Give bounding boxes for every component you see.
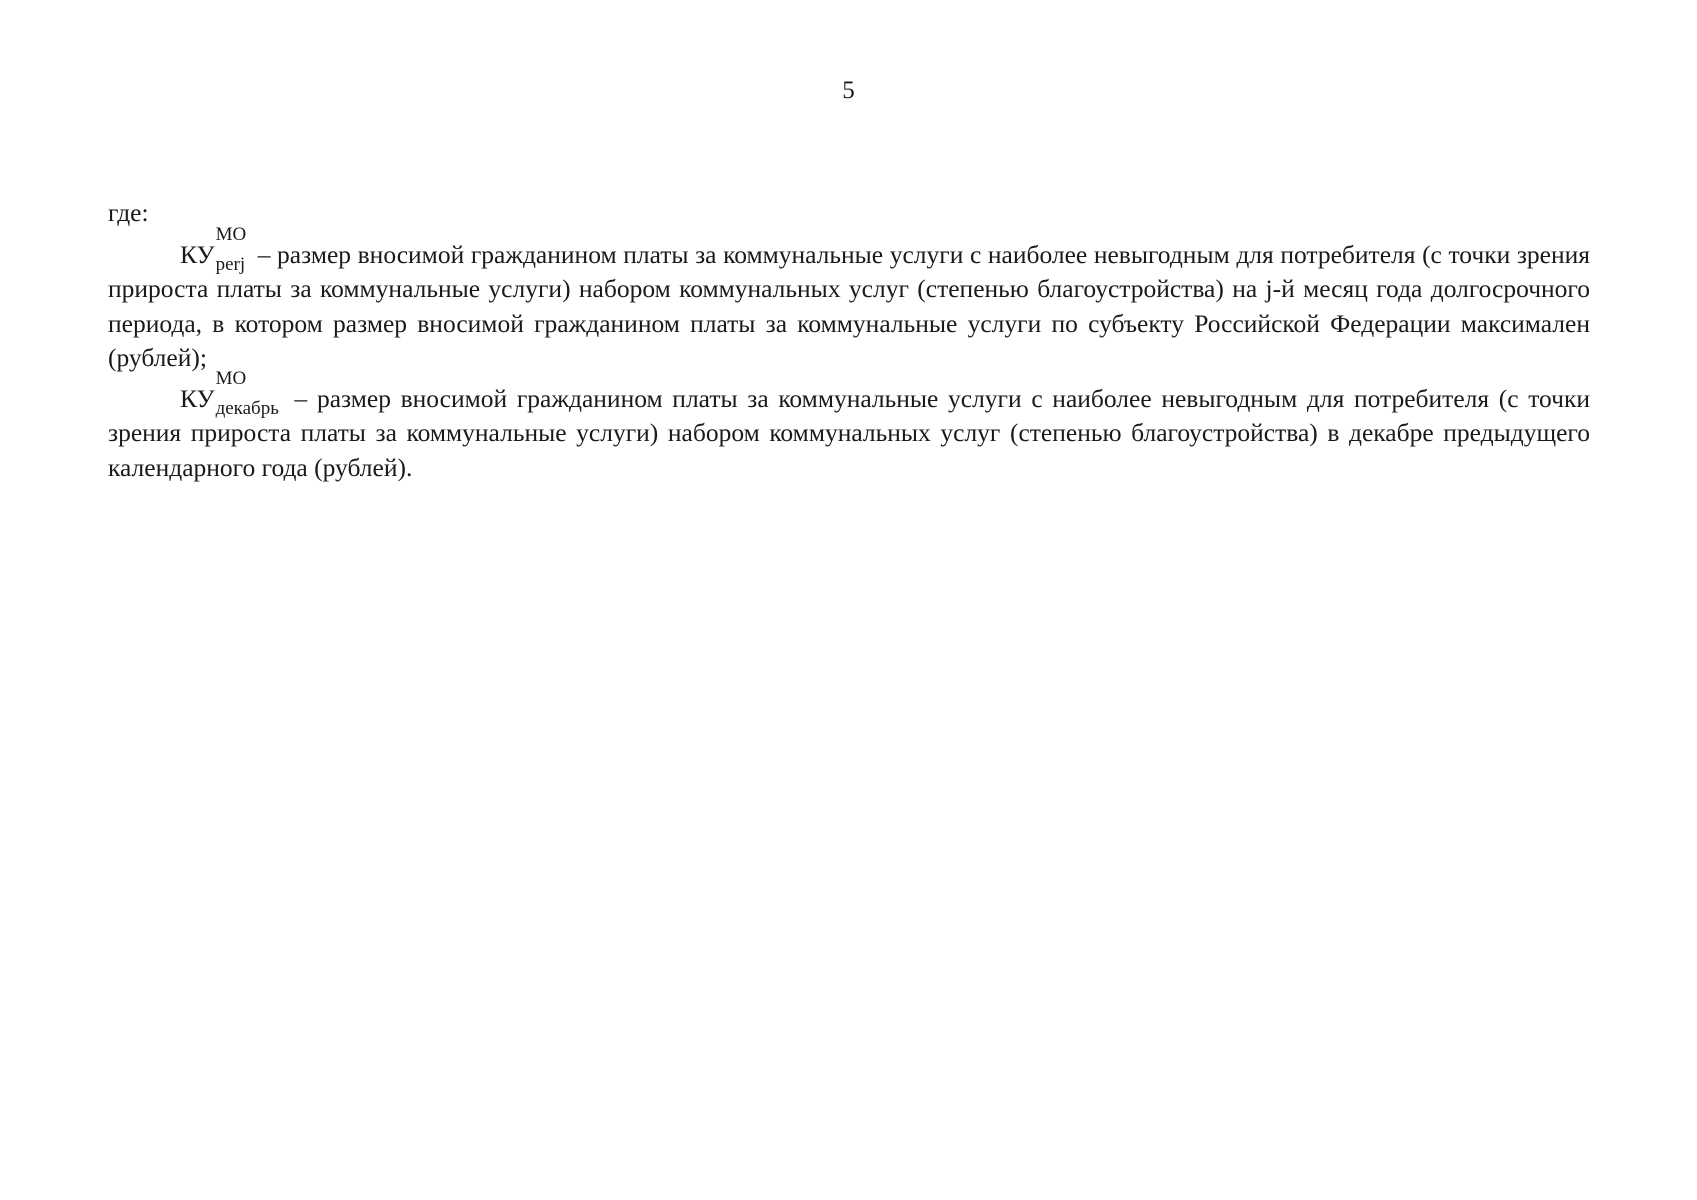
definition-text: – размер вносимой гражданином платы за коммунальные услуги с наиболее невыгодным для потребителя (с точки зрения прироста платы за коммунальные услуги) набором коммунальных услуг (степенью благоустройства) в декабре предыдущего календарного года (рублей). (108, 383, 1590, 482)
definition-ku-december (108, 367, 1590, 486)
symbol-superscript: МО (215, 223, 247, 245)
symbol-base: КУ (180, 239, 215, 269)
symbol-subscript: perj (215, 253, 246, 275)
symbol-subscript: декабрь (215, 397, 279, 419)
intro-text: где: (108, 198, 149, 227)
formula-symbol-ku-december (180, 367, 285, 419)
symbol-superscript: МО (215, 367, 247, 389)
definition-ku-perj (108, 223, 1590, 376)
symbol-scripts (215, 223, 247, 275)
definition-text: – размер вносимой гражданином платы за коммунальные услуги с наиболее невыгодным для потребителя (с точки зрения прироста платы за коммунальные услуги) набором коммунальных услуг (степенью благоустройства) на j-й месяц года долгосрочного периода, в котором размер вносимой гражданином платы за коммунальные услуги по субъекту Российской Федерации максимален (рублей); (108, 239, 1590, 372)
document-body (108, 196, 1590, 485)
page-number: 5 (842, 77, 855, 104)
symbol-scripts (215, 367, 279, 419)
formula-symbol-ku-perj (180, 223, 251, 275)
symbol-base: КУ (180, 383, 215, 413)
